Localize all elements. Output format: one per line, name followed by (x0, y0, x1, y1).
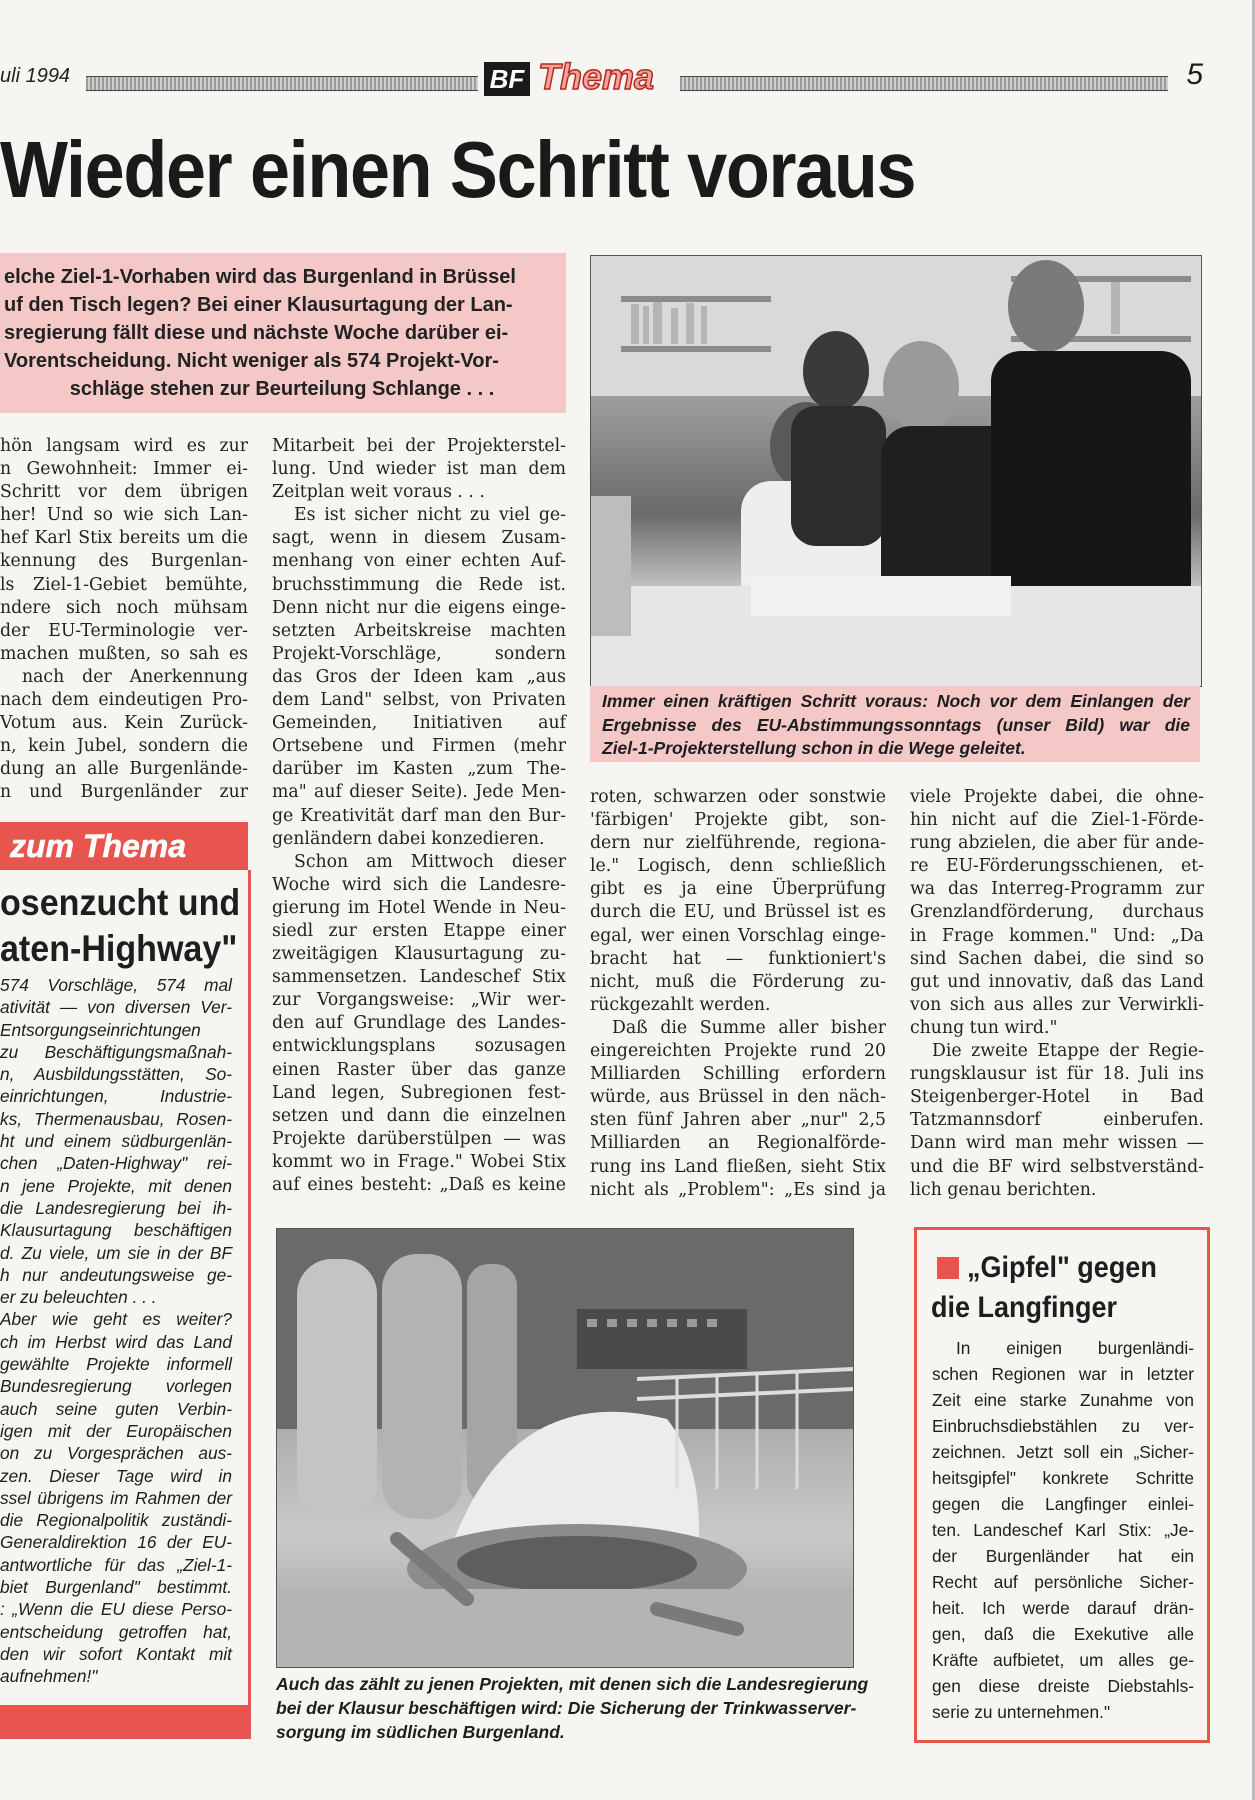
gipfel-box (914, 1227, 1210, 1743)
zum-thema-text: 574 Vorschläge, 574 mal ativität — von diversen Ver- Entsorgungseinrichtungen zu Beschäftigungsmaßnah- n, Ausbildungsstätten, So- einrichtungen, Industrie- ks, Thermenausbau, Rosen- ht und einem südburgenlän- chen „Daten-Highway" rei- n jene Projekte, mit denen die Landesregierung bei ih- Klausurtagung beschäftigen d. Zu viele, um sie in der BF h nur andeutungsweise ge- er zu beleuchten . . . Aber wie geht es weiter? ch im Herbst wird das Land gewählte Projekte informell Bundesregierung vorlegen auch seine guten Verbin- igen mit der Europäischen on zu Vorgesprächen aus- zen. Dieser Tage wird in ssel übrigens im Rahmen der die Regionalpolitik zuständi- Generaldirektion 16 der EU- antwortliche für das „Ziel-1- biet Burgenland" bestimmt. : „Wenn die EU diese Perso- entscheidung getroffen hat, den wir sofort Kontakt mit aufnehmen!" (0, 975, 232, 1687)
photo-water-plant-illustration (277, 1229, 853, 1667)
issue-date: uli 1994 (0, 65, 71, 87)
zum-thema-band-bottom (0, 1705, 251, 1739)
zum-thema-border-right (248, 870, 251, 1705)
page-number: 5 (1186, 58, 1203, 91)
header-rule-left (86, 76, 478, 91)
zum-thema-band (0, 822, 248, 870)
thema-logo: Thema (538, 56, 655, 97)
bf-logo: BF (484, 62, 530, 96)
headline: Wieder einen Schritt voraus (0, 125, 916, 214)
photo-caption-meeting: Immer einen kräftigen Schritt voraus: Noch vor dem Einlangen der Ergebnisse des EU-Abstimmungssonntags (unser Bild) war die Ziel-1-Projekterstellung schon in die Wege geleitet. (590, 686, 1200, 762)
zum-thema-label: zum Thema (10, 828, 187, 864)
article-column-2: Mitarbeit bei der Projekterstel- lung. Und wieder ist man dem Zeitplan weit voraus . . . Es ist sicher nicht zu viel ge- sagt, wenn in diesem Zusam- menhang von einer echten Auf- bruchsstimmung die Rede ist. Denn nicht nur die eigens einge- setzten Arbeitskreise machten Projekt-Vorschläge, sondern das Gros der Ideen kam „aus dem Land" selbst, von Privaten Gemeinden, Initiativen auf Ortsebene und Firmen (mehr darüber im Kasten „zum The- ma" auf dieser Seite). Jede Men- ge Kreativität darf man den Bur- genländern dabei konzedieren. Schon am Mittwoch dieser Woche wird sich die Landesre- gierung im Hotel Wende in Neu- siedl zur ersten Etappe einer zweitägigen Klausurtagung zu- sammensetzen. Landeschef Stix zur Vorgangsweise: „Wir wer- den auf Grundlage des Landes- entwicklungsplans sozusagen einen Raster über das ganze Land legen, Subregionen fest- setzen und dann die einzelnen Projekte darüberstülpen — was kommt wo in Frage." Wobei Stix auf eines besteht: „Daß es keine (272, 436, 566, 1195)
photo-meeting-illustration (591, 256, 1201, 686)
article-column-3: roten, schwarzen oder sonstwie 'färbigen' Projekte gibt, son- dern nur zielführende, regiona- le." Logisch, denn schließlich gibt es ja eine Überprüfung durch die EU, und Brüssel ist es egal, wer einen Vorschlag einge- bracht hat — funktioniert's nicht, muß die Förderung zu- rückgezahlt werden. Daß die Summe aller bisher eingereichten Projekte rund 20 Milliarden Schilling erfordern würde, aus Brüssel in den näch- sten fünf Jahren aber „nur" 2,5 Milliarden an Regionalförde- rung ins Land fließen, sieht Stix nicht als „Problem": „Es sind ja (590, 787, 886, 1200)
lead-box (0, 253, 566, 413)
gipfel-text: In einigen burgenländi- schen Regionen war in letzter Zeit eine starke Zunahme von Einbruchsdiebstählen zu ver- zeichnen. Jetzt soll ein „Sicher- heitsgipfel" konkrete Schritte gegen die Langfinger einlei- ten. Landeschef Karl Stix: „Je- der Burgenländer hat ein Recht auf persönliche Sicher- heit. Ich werde darauf drän- gen, daß die Exekutive alle Kräfte aufbietet, um alles ge- gen diese dreiste Diebstahls- serie zu unternehmen." (932, 1338, 1194, 1722)
gipfel-headline: „Gipfel" gegen die Langfinger (931, 1251, 1157, 1324)
lead-text: elche Ziel-1-Vorhaben wird das Burgenland in Brüssel uf den Tisch legen? Bei einer Klausurtagung der Lan- sregierung fällt diese und nächste Woche darüber ei- Vorentscheidung. Nicht weniger als 574 Projekt-Vor- schläge stehen zur Beurteilung Schlange . . . (4, 266, 516, 400)
photo-meeting (590, 255, 1202, 687)
photo-caption-water-plant: Auch das zählt zu jenen Projekten, mit denen sich die Landesregierung bei der Klausur beschäftigen wird: Die Sicherung der Trinkwasserver- sorgung im südlichen Burgenland. (276, 1674, 869, 1742)
article-column-1: hön langsam wird es zur n Gewohnheit: Immer ei- Schritt vor dem übrigen her! Und so wie sich Lan- hef Karl Stix bereits um die kennung des Burgenlan- ls Ziel-1-Gebiet bemühte, ndere sich noch mühsam der EU-Terminologie ver- machen mußten, so sah es nach der Anerkennung nach dem eindeutigen Pro- Votum aus. Kein Zurück- n, kein Jubel, sondern die dung an alle Burgenlände- n und Burgenländer zur (0, 436, 248, 803)
header-rule-right (680, 76, 1168, 91)
bf-thema-logo (484, 56, 668, 98)
article-column-4: viele Projekte dabei, die ohne- hin nicht auf die Ziel-1-Förde- rung abzielen, die aber für ande- re EU-Förderungsschienen, et- wa das Interreg-Programm zur Grenzlandförderung, durchaus in Frage kommen." Und: „Da sind Sachen dabei, die sind so gut und innovativ, daß das Land von sich aus alles zur Verwirkli- chung tun wird." Die zweite Etappe der Regie- rungsklausur ist für 18. Juli ins Steigenberger-Hotel in Bad Tatzmannsdorf einberufen. Dann wird man mehr wissen — und die BF wird selbstverständ- lich genau berichten. (910, 787, 1204, 1200)
photo-water-plant (276, 1228, 854, 1668)
zum-thema-headline: osenzucht und aten-Highway" (0, 882, 241, 969)
